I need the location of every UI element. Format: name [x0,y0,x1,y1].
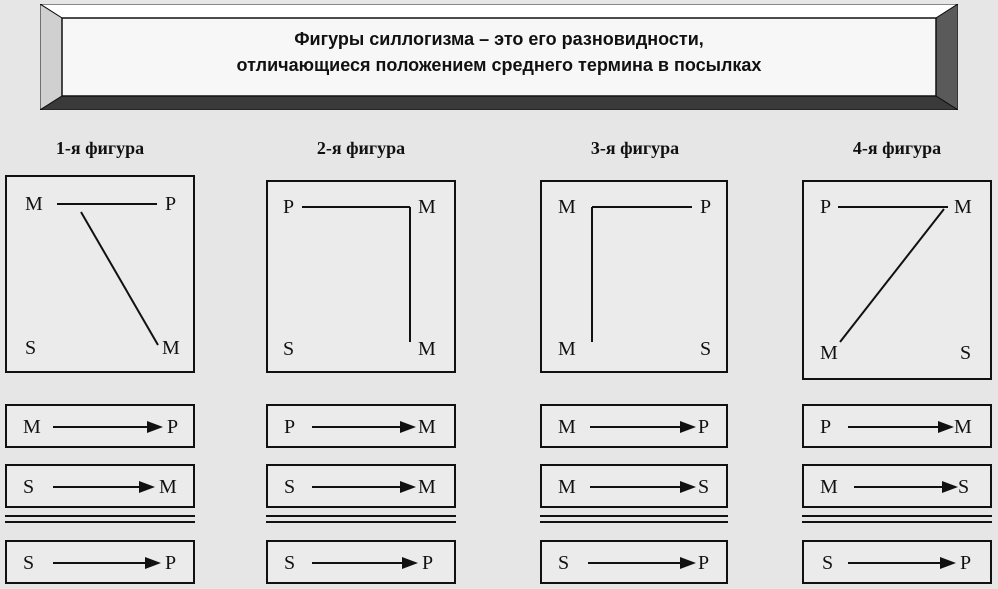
figure-4-term-bottom-right: S [960,342,972,364]
figure-3-premise-1-from: M [558,416,576,438]
figure-1-conclusion [5,540,195,584]
figure-3-rule-1 [540,515,728,517]
figure-3-term-bottom-right: S [700,338,712,360]
figure-4-term-top-left: P [820,196,832,218]
figure-1-term-top-right: P [165,193,177,215]
diagram-title [130,26,868,78]
figure-2-label: 2-я фигура [316,138,406,158]
figure-1-premise-1-from: M [23,416,41,438]
figure-2-term-top-right: M [418,196,436,218]
figure-3-scheme [540,180,728,373]
figure-4-premise-1 [802,404,992,448]
figure-2-term-bottom-left: S [283,338,295,360]
figure-3-conclusion [540,540,728,584]
figure-2-premise-1 [266,404,456,448]
figure-4-conclusion [802,540,992,584]
figure-3-label: 3-я фигура [590,138,680,158]
figure-1-premise-2 [5,464,195,508]
figure-1-premise-2-to: M [159,476,177,498]
figure-4-premise-2 [802,464,992,508]
figure-4-term-top-right: M [954,196,972,218]
figure-1-conclusion-to: P [165,552,177,574]
figure-4-premise-1-from: P [820,416,832,438]
figure-2-term-bottom-right: M [418,338,436,360]
figure-1-premise-1-to: P [167,416,179,438]
figure-2-rule-2 [266,521,456,523]
figure-2-premise-2 [266,464,456,508]
figure-1-label: 1-я фигура [55,138,145,158]
figure-3-premise-1 [540,404,728,448]
figure-2-conclusion-from: S [284,552,296,574]
figure-4-premise-2-from: M [820,476,838,498]
figure-3-conclusion-to: P [698,552,710,574]
figure-4-rule-1 [802,515,992,517]
figure-4-rule-2 [802,521,992,523]
figure-3-term-top-left: M [558,196,576,218]
figure-3-premise-1-to: P [698,416,710,438]
figure-1-term-top-left: M [25,193,43,215]
figure-2-premise-1-from: P [284,416,296,438]
figure-2-premise-2-from: S [284,476,296,498]
figure-1-term-bottom-left: S [25,337,37,359]
figure-2-premise-1-to: M [418,416,436,438]
figure-1-rule-1 [5,515,195,517]
figure-1-scheme [5,175,195,373]
figure-3-rule-2 [540,521,728,523]
title-line-1: Фигуры силлогизма – это его разновидности, [294,29,704,49]
figure-2-conclusion-to: P [422,552,434,574]
figure-2-conclusion [266,540,456,584]
figure-3-premise-2 [540,464,728,508]
figure-1-rule-2 [5,521,195,523]
figure-1-term-bottom-right: M [162,337,180,359]
figure-3-conclusion-from: S [558,552,570,574]
figure-1-conclusion-from: S [23,552,35,574]
figure-4-conclusion-to: P [960,552,972,574]
figure-3-premise-2-to: S [698,476,710,498]
figure-2-rule-1 [266,515,456,517]
figure-4-premise-2-to: S [958,476,970,498]
figure-3-premise-2-from: M [558,476,576,498]
figure-4-term-bottom-left: M [820,342,838,364]
title-line-2: отличающиеся положением среднего термина в посылках [236,55,762,75]
figure-4-label: 4-я фигура [852,138,942,158]
figure-4-scheme [802,180,992,380]
figure-4-premise-1-to: M [954,416,972,438]
figure-4-conclusion-from: S [822,552,834,574]
figure-3-term-top-right: P [700,196,712,218]
figure-2-premise-2-to: M [418,476,436,498]
figure-2-term-top-left: P [283,196,295,218]
figure-2-scheme [266,180,456,373]
figure-3-term-bottom-left: M [558,338,576,360]
figure-1-premise-2-from: S [23,476,35,498]
figure-1-premise-1 [5,404,195,448]
